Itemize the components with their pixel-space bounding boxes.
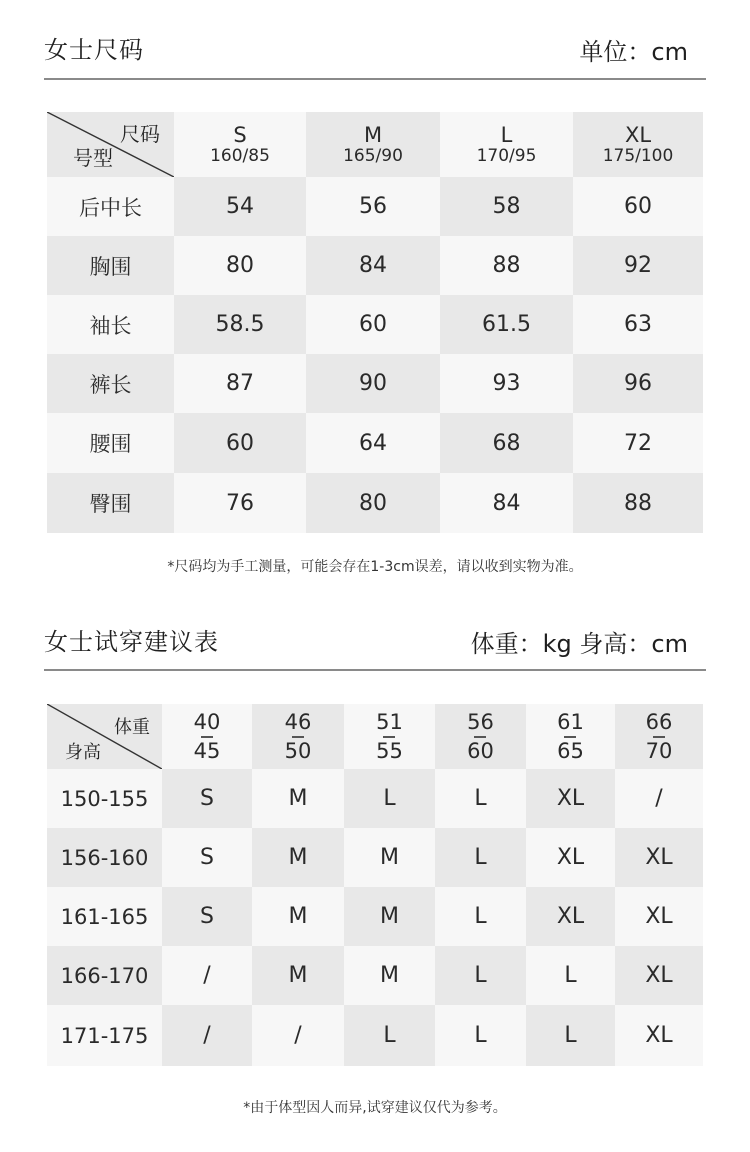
measurement-value: 54 <box>174 177 306 236</box>
suggested-size: L <box>435 828 526 887</box>
weight-column-header <box>252 704 344 769</box>
size-column-header <box>573 112 703 177</box>
measurement-value: 58 <box>440 177 573 236</box>
measurement-label: 胸围 <box>47 236 174 295</box>
suggested-size: L <box>435 887 526 946</box>
suggested-size: XL <box>615 887 703 946</box>
measurement-value: 56 <box>306 177 440 236</box>
height-range-label: 150-155 <box>47 769 162 828</box>
measurement-value: 93 <box>440 354 573 413</box>
weight-low: 46 <box>284 709 312 734</box>
measurement-value: 60 <box>306 295 440 354</box>
measurement-label: 袖长 <box>47 295 174 354</box>
size-name: L <box>500 122 513 147</box>
suggested-size: L <box>435 769 526 828</box>
size-dimensions: 170/95 <box>476 145 537 166</box>
suggested-size: M <box>344 946 435 1005</box>
size-dimensions: 175/100 <box>602 145 674 166</box>
measurement-value: 88 <box>440 236 573 295</box>
weight-low: 56 <box>467 709 494 734</box>
weight-column-header <box>526 704 615 769</box>
weight-low: 40 <box>193 709 221 734</box>
suggested-size: L <box>435 1005 526 1066</box>
height-range-label: 171-175 <box>47 1005 162 1066</box>
measurement-value: 96 <box>573 354 703 413</box>
suggested-size: M <box>252 769 344 828</box>
divider <box>44 669 706 671</box>
weight-low: 51 <box>376 709 403 734</box>
suggested-size: XL <box>526 828 615 887</box>
suggested-size: / <box>252 1005 344 1066</box>
measurement-label: 腰围 <box>47 413 174 473</box>
suggested-size: L <box>344 1005 435 1066</box>
height-range-label: 161-165 <box>47 887 162 946</box>
measurement-value: 87 <box>174 354 306 413</box>
suggested-size: M <box>252 946 344 1005</box>
size-chart-table <box>47 112 703 533</box>
weight-high: 45 <box>193 738 221 763</box>
size-dimensions: 165/90 <box>343 145 403 166</box>
suggested-size: L <box>526 946 615 1005</box>
measurement-value: 88 <box>573 473 703 533</box>
corner-row-label: 身高 <box>65 742 101 763</box>
suggested-size: / <box>615 769 703 828</box>
fit-chart-unit: 体重：kg 身高：cm <box>470 630 688 658</box>
measurement-label: 后中长 <box>47 177 174 236</box>
divider <box>44 78 706 80</box>
suggested-size: M <box>344 887 435 946</box>
suggested-size: / <box>162 1005 252 1066</box>
measurement-value: 60 <box>573 177 703 236</box>
weight-column-header <box>162 704 252 769</box>
weight-column-header <box>344 704 435 769</box>
weight-high: 65 <box>557 738 584 763</box>
suggested-size: XL <box>526 769 615 828</box>
size-column-header <box>174 112 306 177</box>
measurement-value: 58.5 <box>174 295 306 354</box>
size-chart-note: *尺码均为手工测量，可能会存在1-3cm误差，请以收到实物为准。 <box>167 559 583 575</box>
measurement-value: 72 <box>573 413 703 473</box>
measurement-value: 63 <box>573 295 703 354</box>
measurement-value: 92 <box>573 236 703 295</box>
measurement-value: 76 <box>174 473 306 533</box>
weight-high: 60 <box>467 738 494 763</box>
suggested-size: M <box>252 887 344 946</box>
measurement-value: 61.5 <box>440 295 573 354</box>
measurement-value: 80 <box>306 473 440 533</box>
weight-high: 55 <box>376 738 403 763</box>
weight-low: 61 <box>557 709 584 734</box>
size-column-header <box>306 112 440 177</box>
suggested-size: L <box>344 769 435 828</box>
suggested-size: XL <box>615 1005 703 1066</box>
corner-row-label: 号型 <box>73 146 113 170</box>
measurement-value: 64 <box>306 413 440 473</box>
size-dimensions: 160/85 <box>210 145 270 166</box>
fit-chart-table <box>47 704 703 1066</box>
height-range-label: 166-170 <box>47 946 162 1005</box>
measurement-label: 裤长 <box>47 354 174 413</box>
size-column-header <box>440 112 573 177</box>
suggested-size: L <box>435 946 526 1005</box>
suggested-size: XL <box>615 828 703 887</box>
measurement-value: 80 <box>174 236 306 295</box>
weight-high: 70 <box>645 738 673 763</box>
measurement-value: 84 <box>440 473 573 533</box>
measurement-value: 68 <box>440 413 573 473</box>
weight-low: 66 <box>645 709 673 734</box>
measurement-value: 90 <box>306 354 440 413</box>
suggested-size: S <box>162 887 252 946</box>
suggested-size: S <box>162 769 252 828</box>
corner-column-label: 尺码 <box>120 122 160 146</box>
suggested-size: / <box>162 946 252 1005</box>
height-range-label: 156-160 <box>47 828 162 887</box>
suggested-size: XL <box>615 946 703 1005</box>
weight-high: 50 <box>284 738 312 763</box>
measurement-value: 60 <box>174 413 306 473</box>
suggested-size: XL <box>526 887 615 946</box>
measurement-value: 84 <box>306 236 440 295</box>
size-name: M <box>363 122 383 147</box>
size-chart-unit: 单位：cm <box>579 38 688 66</box>
table-corner-header <box>47 704 162 769</box>
weight-column-header <box>435 704 526 769</box>
corner-column-label: 体重 <box>114 717 150 738</box>
size-name: S <box>233 122 247 147</box>
suggested-size: M <box>252 828 344 887</box>
fit-chart-title: 女士试穿建议表 <box>44 628 219 656</box>
size-chart-title: 女士尺码 <box>44 36 144 64</box>
weight-column-header <box>615 704 703 769</box>
measurement-label: 臀围 <box>47 473 174 533</box>
fit-chart-note: *由于体型因人而异,试穿建议仅代为参考。 <box>243 1100 507 1116</box>
suggested-size: L <box>526 1005 615 1066</box>
suggested-size: S <box>162 828 252 887</box>
table-corner-header <box>47 112 174 177</box>
size-name: XL <box>624 122 652 147</box>
suggested-size: M <box>344 828 435 887</box>
